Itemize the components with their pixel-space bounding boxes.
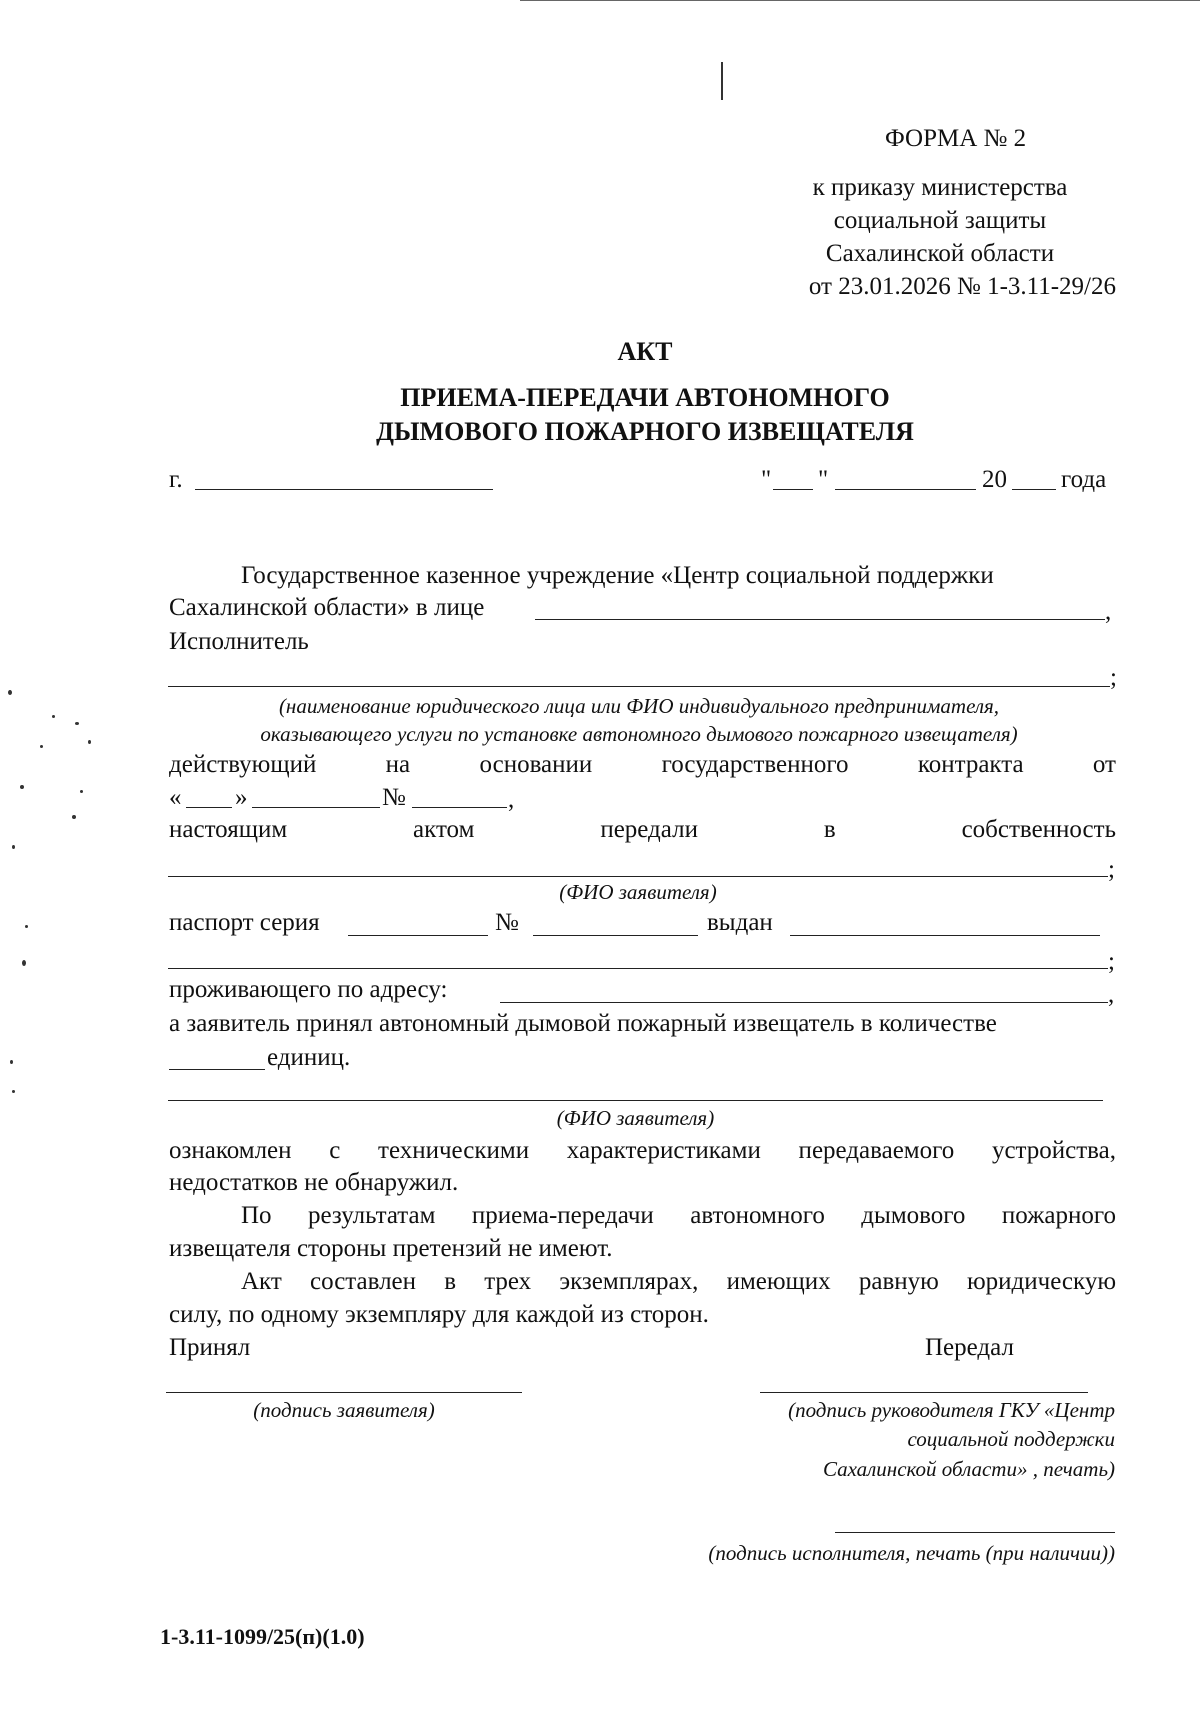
result-line-2: извещателя стороны претензий не имеют. <box>169 1235 613 1262</box>
contract-date-close: » <box>235 784 248 811</box>
year-suffix: года <box>1061 466 1107 493</box>
contract-date-open: « <box>169 784 182 811</box>
applicant-name-blank-2 <box>168 1100 1103 1101</box>
scan-speck <box>20 785 24 789</box>
scan-speck <box>22 960 26 966</box>
scan-speck <box>8 690 12 695</box>
institution-line-1: Государственное казенное учреждение «Центр социальной поддержки <box>241 562 994 589</box>
scan-speck <box>40 745 43 748</box>
executor-signature-line <box>835 1532 1115 1533</box>
copies-line-1: Акт составлен в трех экземплярах, имеющих равную юридическую <box>241 1268 1116 1295</box>
accepted-text: а заявитель принял автономный дымовой пожарный извещатель в количестве <box>169 1010 997 1037</box>
head-signature-hint-3: Сахалинской области» , печать) <box>822 1457 1115 1481</box>
quote-open: " <box>761 466 772 493</box>
representative-blank <box>535 619 1105 620</box>
applicant-signature-hint: (подпись заявителя) <box>253 1398 435 1422</box>
scan-speck <box>80 790 83 793</box>
head-signature-line <box>760 1392 1088 1393</box>
scan-speck <box>75 722 79 725</box>
order-line-1: к приказу министерства <box>812 174 1068 201</box>
executor-label: Исполнитель <box>169 628 309 655</box>
passport-issued-blank-2 <box>168 968 1108 969</box>
scan-speck <box>52 715 55 718</box>
contract-basis-line <box>169 750 1116 780</box>
year-prefix: 20 <box>982 466 1007 493</box>
familiar-line-1: ознакомлен с техническими характеристиками передаваемого устройства, <box>169 1137 1116 1164</box>
executor-hint-1: (наименование юридического лица или ФИО индивидуального предпринимателя, <box>278 694 1000 718</box>
order-line-3: Сахалинской области <box>825 240 1055 267</box>
head-signature-hint-2: социальной поддержки <box>907 1427 1115 1451</box>
contract-month-blank <box>252 807 380 808</box>
passport-series-blank <box>348 935 488 936</box>
units-blank <box>169 1069 265 1070</box>
word: действующий <box>169 751 317 778</box>
scan-speck <box>12 1090 15 1093</box>
city-prefix: г. <box>169 466 183 493</box>
passport-number-blank <box>533 935 698 936</box>
units-label: единиц. <box>267 1044 351 1071</box>
order-line-4: от 23.01.2026 № 1-3.11-29/26 <box>808 273 1116 300</box>
passport-no-sign: № <box>495 909 519 936</box>
transfer-line <box>169 815 1116 845</box>
word: передали <box>600 816 698 843</box>
act-title-line-1: ПРИЕМА-ПЕРЕДАЧИ АВТОНОМНОГО <box>400 383 890 412</box>
executor-blank <box>168 686 1110 687</box>
comma-1: , <box>1105 598 1112 625</box>
executor-hint-2: оказывающего услуги по установке автономного дымового пожарного извещателя) <box>260 722 1018 746</box>
word: от <box>1092 751 1116 778</box>
passport-series-label: паспорт серия <box>169 909 320 936</box>
word: в <box>823 816 836 843</box>
applicant-signature-line <box>166 1392 522 1393</box>
copies-line-2: силу, по одному экземпляру для каждой из сторон. <box>169 1301 709 1328</box>
scan-mark <box>721 62 723 100</box>
head-signature-hint-1: (подпись руководителя ГКУ «Центр <box>788 1398 1115 1422</box>
month-blank <box>835 489 976 490</box>
institution-line-2: Сахалинской области» в лице <box>169 594 485 621</box>
comma-3: , <box>1108 981 1115 1008</box>
city-blank <box>195 489 493 490</box>
word: на <box>385 751 411 778</box>
address-blank <box>500 1002 1108 1003</box>
address-label: проживающего по адресу: <box>169 976 448 1003</box>
scan-speck <box>12 845 15 849</box>
word: настоящим <box>169 816 288 843</box>
year-blank <box>1012 489 1056 490</box>
familiar-line-2: недостатков не обнаружил. <box>169 1169 459 1196</box>
executor-signature-hint: (подпись исполнителя, печать (при наличии)) <box>708 1541 1115 1565</box>
day-blank <box>773 489 813 490</box>
comma-2: , <box>508 786 515 813</box>
word: контракта <box>917 751 1024 778</box>
form-number: ФОРМА № 2 <box>885 125 1027 152</box>
document-code: 1-3.11-1099/25(п)(1.0) <box>160 1624 365 1649</box>
semicolon-2: ; <box>1108 856 1115 883</box>
accepted-label: Принял <box>169 1334 251 1361</box>
word: собственность <box>961 816 1116 843</box>
word: государственного <box>661 751 849 778</box>
quote-close: " <box>818 466 829 493</box>
word: основании <box>479 751 593 778</box>
scan-speck <box>10 1060 13 1064</box>
applicant-hint: (ФИО заявителя) <box>559 880 717 904</box>
scan-speck <box>88 740 91 744</box>
act-title-line-2: ДЫМОВОГО ПОЖАРНОГО ИЗВЕЩАТЕЛЯ <box>376 417 914 446</box>
act-heading: АКТ <box>617 337 673 366</box>
applicant-hint-2: (ФИО заявителя) <box>556 1106 715 1130</box>
passport-issued-label: выдан <box>707 909 773 936</box>
contract-number-blank <box>412 807 507 808</box>
transferred-label: Передал <box>925 1334 1014 1361</box>
contract-day-blank <box>186 807 232 808</box>
applicant-name-blank <box>168 876 1108 877</box>
contract-no-sign: № <box>382 784 406 811</box>
result-line-1: По результатам приема-передачи автономного дымового пожарного <box>241 1202 1116 1229</box>
scan-speck <box>25 925 28 928</box>
semicolon-3: ; <box>1108 948 1115 975</box>
scan-speck <box>72 815 76 819</box>
word: актом <box>413 816 475 843</box>
semicolon-1: ; <box>1110 664 1117 691</box>
order-line-2: социальной защиты <box>833 207 1047 234</box>
scan-edge-line <box>520 0 1200 1</box>
passport-issued-blank <box>790 935 1100 936</box>
